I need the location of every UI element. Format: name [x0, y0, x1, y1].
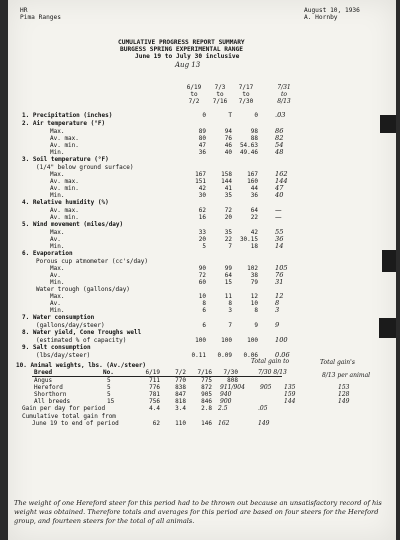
- per-animal-value: 149: [338, 398, 350, 405]
- breed-count: 5: [107, 377, 111, 384]
- row-value: 41: [224, 185, 232, 192]
- weight-value: 900: [220, 398, 232, 405]
- row-value: 44: [250, 185, 258, 192]
- row-value: 7: [228, 243, 232, 250]
- cumulative-value: 62: [152, 420, 160, 427]
- row-value: 46: [224, 142, 232, 149]
- row-label: Max.: [50, 293, 65, 300]
- row-value: .03: [275, 111, 286, 119]
- row-value: 3: [228, 307, 232, 314]
- breed-count: 5: [107, 391, 111, 398]
- gain-per-day-label: Gain per day for period: [22, 405, 106, 412]
- row-value: 31: [275, 278, 284, 286]
- breed-name: Hereford: [34, 384, 63, 391]
- row-value: 0.11: [191, 352, 206, 359]
- weight-value: 776: [149, 384, 160, 391]
- column-header-3-bot: 7/30: [238, 98, 254, 105]
- report-title: CUMULATIVE PROGRESS REPORT SUMMARY: [118, 39, 245, 46]
- weight-value: 756: [149, 398, 160, 405]
- per-animal-value: 153: [338, 384, 350, 391]
- row-label: (lbs/day/steer): [36, 352, 91, 359]
- breed-count: 15: [107, 398, 115, 405]
- row-label: Max.: [50, 265, 65, 272]
- weight-value: 872: [201, 384, 212, 391]
- row-label: Av. min.: [50, 142, 79, 149]
- row-label: Water trough (gallons/day): [36, 286, 130, 293]
- row-value: 38: [250, 272, 258, 279]
- row-value: 54: [275, 141, 284, 149]
- row-label: Av. max.: [50, 135, 79, 142]
- per-animal-subheader: 8/13 per animal: [322, 372, 371, 379]
- row-label: 7. Water consumption: [22, 314, 95, 321]
- row-value: 30: [198, 192, 206, 199]
- row-value: 64: [250, 207, 258, 214]
- row-label: Min.: [50, 279, 65, 286]
- row-value: 100: [275, 336, 288, 344]
- row-label: Max.: [50, 128, 65, 135]
- row-value: 8: [202, 300, 206, 307]
- weight-col-header: 6/19: [145, 369, 160, 376]
- row-value: 72: [224, 207, 232, 214]
- row-value: 18: [250, 243, 258, 250]
- column-header-3-top: 7/17: [238, 84, 254, 91]
- row-value: 30.15: [239, 236, 258, 243]
- cumulative-label: June 19 to end of period: [32, 420, 119, 427]
- weight-value: 775: [201, 377, 212, 384]
- column-header-1-top: 6/19: [186, 84, 202, 91]
- weight-col-header: 7/16: [197, 369, 212, 376]
- row-value: 35: [224, 192, 232, 199]
- breed-name: Shorthorn: [34, 391, 67, 398]
- column-header-1-bot: 7/2: [188, 98, 200, 105]
- row-value: 100: [195, 337, 206, 344]
- row-value: 11: [224, 293, 232, 300]
- weight-value: 846: [201, 398, 212, 405]
- row-label: Av. min.: [50, 185, 79, 192]
- column-header-1-mid: to: [190, 91, 198, 98]
- gain-per-day-value: 3.4: [175, 405, 186, 412]
- row-value: 8: [254, 307, 258, 314]
- row-value: 98: [250, 128, 258, 135]
- row-value: 88: [250, 135, 258, 142]
- row-value: 42: [198, 185, 206, 192]
- cumulative-label: Cumulative total gain from: [22, 413, 116, 420]
- cumulative-value: 146: [201, 420, 212, 427]
- row-value: 162: [275, 170, 288, 178]
- row-value: 14: [275, 242, 284, 250]
- row-value: 82: [275, 134, 284, 142]
- row-label: 3. Soil temperature (°F): [22, 156, 109, 163]
- footnote: The weight of one Hereford steer for this period had to be thrown out because an unsatisfactory record of his weight was obtained. Therefore totals and averages for this period are based on four steers for the Hereford group, and fourteen steers for the total of all animals.: [14, 499, 382, 525]
- row-value: 100: [247, 337, 258, 344]
- row-value: 76: [275, 271, 284, 279]
- report-date-note: Aug 13: [175, 61, 201, 69]
- row-label: (estimated % of capacity): [36, 337, 127, 344]
- column-header-4-bot: 8/13: [277, 98, 291, 105]
- weight-value: 818: [175, 398, 186, 405]
- weight-value: 940: [220, 391, 232, 398]
- cumulative-value: 162: [218, 420, 230, 427]
- row-value: 36: [198, 149, 206, 156]
- row-label: Min.: [50, 307, 65, 314]
- row-label: 1. Precipitation (inches): [22, 112, 113, 119]
- row-value: 54.63: [239, 142, 258, 149]
- row-value: 62: [198, 207, 206, 214]
- weight-value: 905: [260, 384, 272, 391]
- weight-col-header: 7/2: [175, 369, 186, 376]
- row-value: 0.06: [243, 352, 258, 359]
- row-value: 76: [224, 135, 232, 142]
- column-header-2-top: 7/3: [214, 84, 226, 91]
- row-value: 5: [202, 243, 206, 250]
- row-value: 33: [198, 229, 206, 236]
- row-value: 160: [247, 178, 258, 185]
- row-value: 47: [198, 142, 206, 149]
- row-value: 0.09: [217, 352, 232, 359]
- row-value: 6: [202, 307, 206, 314]
- header-left-line2: Pima Ranges: [20, 14, 61, 21]
- row-value: 47: [275, 184, 284, 192]
- breed-count: 5: [107, 384, 111, 391]
- row-value: 64: [224, 272, 232, 279]
- row-value: 8: [228, 300, 232, 307]
- row-label: Av.: [50, 236, 61, 243]
- row-value: 9: [254, 322, 258, 329]
- row-value: —: [275, 206, 282, 214]
- document-page: [8, 0, 396, 540]
- row-value: 22: [250, 214, 258, 221]
- row-value: 55: [275, 228, 284, 236]
- column-header-4-mid: to: [280, 91, 288, 98]
- row-value: 12: [275, 292, 284, 300]
- weight-value: 847: [175, 391, 186, 398]
- row-label: Porous cup atmometer (cc's/day): [36, 258, 148, 265]
- row-value: 0: [254, 112, 258, 119]
- row-label: (gallons/day/steer): [36, 322, 105, 329]
- gain-value: 135: [284, 384, 296, 391]
- gain-header: Total gain to: [251, 358, 290, 365]
- breed-name: All breeds: [34, 398, 71, 405]
- row-value: 102: [247, 265, 258, 272]
- row-value: 15: [224, 279, 232, 286]
- column-header-2-bot: 7/16: [212, 98, 228, 105]
- row-value: 40: [224, 149, 232, 156]
- row-value: 151: [195, 178, 206, 185]
- row-value: 40: [275, 191, 284, 199]
- column-header-4-top: 7/31: [277, 84, 291, 91]
- row-value: 36: [250, 192, 258, 199]
- row-value: 16: [198, 214, 206, 221]
- row-value: 3: [275, 306, 280, 314]
- row-label: (1/4" below ground surface): [36, 164, 134, 171]
- row-label: Av. max.: [50, 207, 79, 214]
- weight-value: 781: [149, 391, 160, 398]
- per-animal-value: 128: [338, 391, 350, 398]
- row-value: 7: [228, 322, 232, 329]
- weight-value: 770: [175, 377, 186, 384]
- row-value: 90: [198, 265, 206, 272]
- column-header-3-mid: to: [242, 91, 250, 98]
- row-value: 9: [275, 321, 280, 329]
- row-value: 94: [224, 128, 232, 135]
- row-value: 42: [250, 229, 258, 236]
- header-date: August 10, 1936: [304, 7, 360, 14]
- tape-mark: [379, 318, 396, 338]
- row-value: 60: [198, 279, 206, 286]
- row-label: Max.: [50, 229, 65, 236]
- row-value: 49.46: [239, 149, 258, 156]
- row-label: 6. Evaporation: [22, 250, 73, 257]
- breed-header: Breed: [34, 369, 53, 376]
- column-header-2-mid: to: [216, 91, 224, 98]
- weight-value: 911/904: [220, 384, 245, 391]
- row-value: 36: [275, 235, 284, 243]
- row-value: 72: [198, 272, 206, 279]
- no-header: No.: [103, 369, 114, 376]
- row-value: 167: [195, 171, 206, 178]
- row-label: Min.: [50, 149, 65, 156]
- row-value: 20: [198, 236, 206, 243]
- gain-subheader: 7/30 8/13: [258, 369, 287, 376]
- row-value: 8: [275, 299, 280, 307]
- row-value: 144: [275, 177, 288, 185]
- row-value: 10: [250, 300, 258, 307]
- row-label: Min.: [50, 192, 65, 199]
- report-date-range: June 19 to July 30 inclusive: [135, 53, 240, 60]
- cumulative-value: 110: [175, 420, 186, 427]
- gain-per-day-value: 2.5: [218, 405, 228, 412]
- weight-value: 808: [227, 377, 238, 384]
- row-value: T: [228, 112, 232, 119]
- row-value: 20: [224, 214, 232, 221]
- weight-value: 711: [149, 377, 160, 384]
- row-value: 12: [250, 293, 258, 300]
- row-label: Av.: [50, 300, 61, 307]
- row-value: 35: [224, 229, 232, 236]
- gain-per-day-value: 2.8: [201, 405, 212, 412]
- row-value: 0: [202, 112, 206, 119]
- row-value: —: [275, 213, 282, 221]
- row-label: Av.: [50, 272, 61, 279]
- weight-value: 905: [201, 391, 212, 398]
- row-label: Max.: [50, 171, 65, 178]
- weight-col-header: 7/30: [223, 369, 238, 376]
- row-value: 0.06: [275, 351, 290, 359]
- row-value: 80: [198, 135, 206, 142]
- row-label: 5. Wind movement (miles/day): [22, 221, 124, 228]
- gain-per-day-value: .05: [258, 405, 268, 412]
- row-label: 4. Relative humidity (%): [22, 199, 109, 206]
- tape-mark: [380, 115, 396, 133]
- row-value: 48: [275, 148, 284, 156]
- row-value: 22: [224, 236, 232, 243]
- row-value: 89: [198, 128, 206, 135]
- row-value: 79: [250, 279, 258, 286]
- gain-value: 144: [284, 398, 296, 405]
- per-animal-header: Total gain's: [320, 359, 355, 366]
- row-value: 100: [221, 337, 232, 344]
- report-subtitle: BURGESS SPRING EXPERIMENTAL RANGE: [120, 46, 243, 53]
- row-label: Av. min.: [50, 214, 79, 221]
- row-label: 9. Salt consumption: [22, 344, 91, 351]
- header-author: A. Hornby: [304, 14, 338, 21]
- gain-per-day-value: 4.4: [149, 405, 160, 412]
- row-value: 6: [202, 322, 206, 329]
- breed-name: Angus: [34, 377, 53, 384]
- tape-mark: [382, 250, 396, 272]
- header-left-line1: HR: [20, 7, 28, 14]
- row-value: 105: [275, 264, 288, 272]
- row-value: 86: [275, 127, 284, 135]
- row-label: 8. Water yield, Cone Troughs well: [22, 329, 142, 336]
- cumulative-value: 149: [258, 420, 270, 427]
- weights-title: 10. Animal weights, lbs. (Av./steer): [16, 362, 147, 369]
- row-value: 144: [221, 178, 232, 185]
- row-value: 167: [247, 171, 258, 178]
- row-label: Min.: [50, 243, 65, 250]
- weight-value: 838: [175, 384, 186, 391]
- row-value: 10: [198, 293, 206, 300]
- row-value: 158: [221, 171, 232, 178]
- row-label: Av. max.: [50, 178, 79, 185]
- row-label: 2. Air temperature (°F): [22, 120, 106, 127]
- row-value: 99: [224, 265, 232, 272]
- gain-value: 159: [284, 391, 296, 398]
